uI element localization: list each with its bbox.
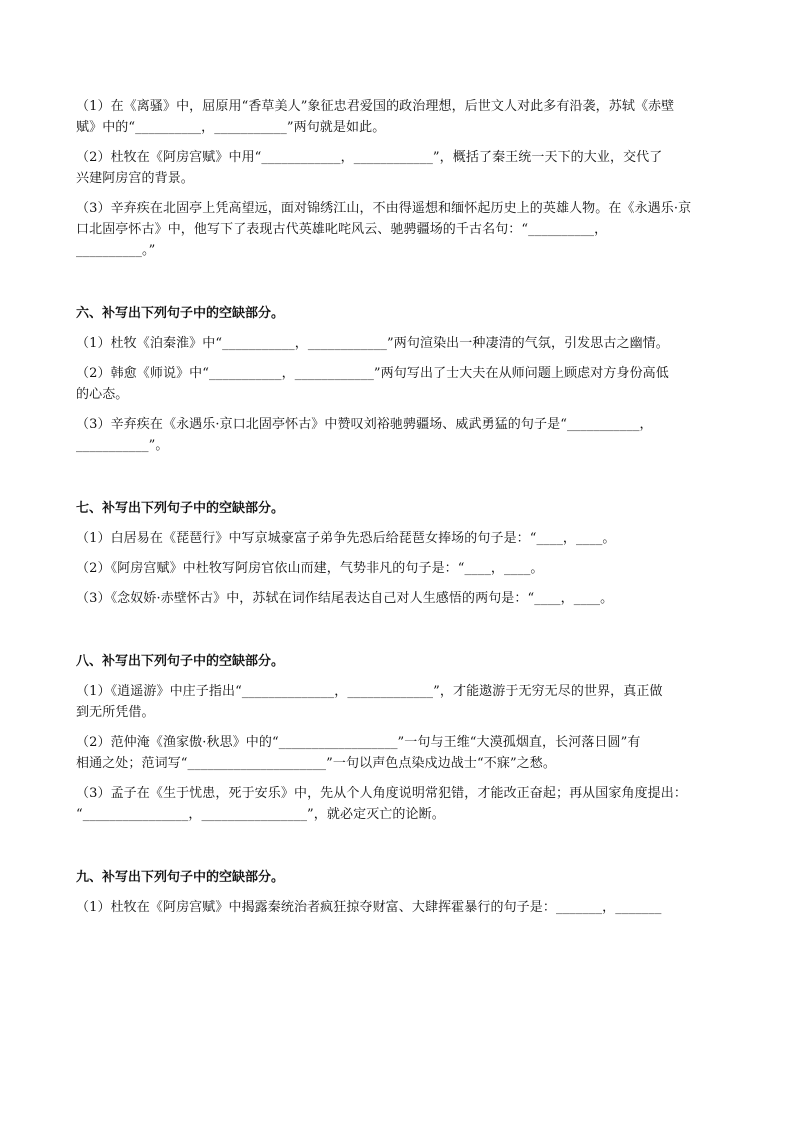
question-text: 相通之处；范词写“_____________________”一句以声色点染戍边战士“不寐”之愁。 [76,756,556,771]
section-heading: 六、补写出下列句子中的空缺部分。 [76,306,285,321]
section-spacer [76,270,718,303]
question-text: （1）杜牧《泊秦淮》中“___________，____________”两句渲染出一种凄清的气氛，引发思古之幽情。 [76,336,669,351]
section-spacer [76,834,718,867]
question-item [76,588,718,609]
question-item [76,414,718,456]
question-item [76,147,718,189]
question-text: （1）白居易在《琵琶行》中写京城豪富子弟争先恐后给琵琶女捧场的句子是：“____，____。 [76,531,616,546]
question-text: （3）辛弃疾在北固亭上凭高望远，面对锦绣江山，不由得遥想和缅怀起历史上的英雄人物。在《永遇乐·京 [76,201,692,216]
question-text: 兴建阿房宫的背景。 [76,171,194,186]
section-5 [76,96,718,261]
section-9 [76,867,718,918]
question-item [76,96,718,138]
section-heading: 七、补写出下列句子中的空缺部分。 [76,501,285,516]
question-text: ___________”。 [76,438,169,453]
question-text: （2）杜牧在《阿房宫赋》中用“____________，____________”，概括了秦王统一天下的大业，交代了 [76,150,663,165]
question-text: （3）《念奴娇·赤壁怀古》中，苏轼在词作结尾表达自己对人生感悟的两句是：“____，____。 [76,591,614,606]
question-text: （2）《阿房宫赋》中杜牧写阿房官依山而建，气势非凡的句子是：“____，____。 [76,561,544,576]
question-item [76,333,718,354]
question-text: （2）范仲淹《渔家傲·秋思》中的“__________________”一句与王维“大漠孤烟直，长河落日圆”有 [76,735,641,750]
question-text: __________。” [76,243,156,258]
section-6 [76,303,718,456]
question-item [76,558,718,579]
document-page [76,96,718,927]
section-8 [76,651,718,825]
section-heading: 八、补写出下列句子中的空缺部分。 [76,654,285,669]
question-text: （1）《逍遥游》中庄子指出“______________，_____________”，才能遨游于无穷无尽的世界，真正做 [76,684,663,699]
question-item [76,363,718,405]
question-item [76,732,718,774]
question-text: “________________，________________”，就必定灭亡的论断。 [76,807,445,822]
section-spacer [76,618,718,651]
question-text: （1）在《离骚》中，屈原用“香草美人”象征忠君爱国的政治理想，后世文人对此多有沿袭，苏轼《赤壁 [76,99,675,114]
question-text: （2）韩愈《师说》中“___________，____________”两句写出了士大夫在从师问题上顾虑对方身份高低 [76,366,669,381]
question-text: 口北固亭怀古》中，他写下了表现古代英雄叱咤风云、驰骋疆场的千古名句：“__________， [76,222,608,237]
question-text: 赋》中的“__________，___________”两句就是如此。 [76,120,386,135]
question-item [76,681,718,723]
question-item [76,897,718,918]
question-item [76,528,718,549]
question-text: 的心态。 [76,387,129,402]
question-item [76,198,718,261]
section-7 [76,498,718,609]
question-text: （3）孟子在《生于忧患，死于安乐》中，先从个人角度说明常犯错，才能改正奋起；再从国家角度提出： [76,786,687,801]
question-text: （3）辛弃疾在《永遇乐·京口北固亭怀古》中赞叹刘裕驰骋疆场、威武勇猛的句子是“___________， [76,417,653,432]
section-heading: 九、补写出下列句子中的空缺部分。 [76,870,285,885]
question-text: 到无所凭借。 [76,705,155,720]
question-item [76,783,718,825]
question-text: （1）杜牧在《阿房宫赋》中揭露秦统治者疯狂掠夺财富、大肆挥霍暴行的句子是：_______，_______ [76,900,662,915]
section-spacer [76,465,718,498]
